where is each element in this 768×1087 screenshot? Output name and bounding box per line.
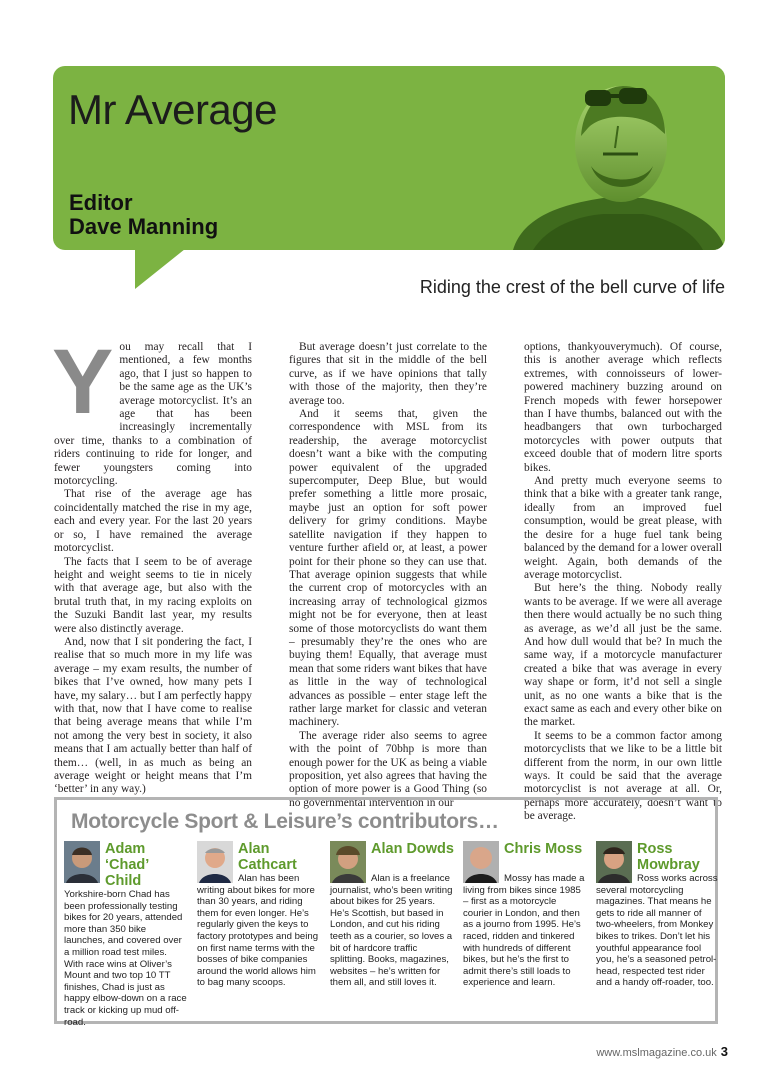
article-paragraph: The average rider also seems to agree with the point of 70bhp is more than enough power for the UK as being a viable proposition, yet also agrees that having the option of more power is a Good Thing (so no governmental intervention in our (289, 729, 487, 809)
article-paragraph: And pretty much everyone seems to think that a bike with a greater tank range, ideally from an improved fuel consumption, would be great please, with the desire for a huge fuel tank being balanced by the demand for a lower overall weight. Again, both demands of the average motorcyclist. (524, 475, 722, 581)
article-column-1 (52, 331, 253, 797)
article-paragraph: It seems to be a common factor among motorcyclists that we like to be a little bit different from the norm, in our own little ways. It could be said that the average motorcyclist is not average at all. Or, perhaps more accurately, doesn’t want to be average. (524, 729, 722, 823)
page-number: 3 (720, 1044, 728, 1059)
article-tagline: Riding the crest of the bell curve of life (419, 277, 725, 297)
contributor-bio: Mossy has made a living from bikes since 1985 – first as a motorcycle courier in London, and then as a journo from 1995. He’s raced, ridden and tinkered with hundreds of different bikes, but he’s the first to admit there’s still loads to experience and learn. (463, 873, 585, 989)
contributor-name: Chris Moss (504, 841, 583, 857)
contributor-bio: Alan is a freelance journalist, who’s been writing about bikes for 25 years. He’s Scottish, but based in London, and cut his riding teeth as a courier, so loves a bit of hardcore traffic splitting. Books, magazines, websites – he’s written for them all, and still loves it. (330, 873, 453, 989)
contributor-photo (197, 841, 233, 883)
contributor-name: Alan Cathcart (238, 841, 297, 873)
editor-portrait (493, 66, 725, 250)
contributor-card (64, 841, 188, 1028)
contributor-photo (330, 841, 366, 883)
contributor-bio: Alan has been writing about bikes for more than 30 years, and riding them for even longer. He’s regularly given the keys to factory prototypes and being on first name terms with the bosses of bike companies around the world allows him to bag many scoops. (197, 873, 319, 989)
article-paragraph: But here’s the thing. Nobody really wants to be average. If we were all average then there would actually be no such thing as average, as we’d all just be the same. And how dull would that be? In much the same way, if a motorcycle manufacturer created a bike that was average in every way shape or form, it’d not sell a single unit, as no one wants a bike that is the exact same as each and every other bike on the market. (524, 582, 722, 729)
contributors-title: Motorcycle Sport & Leisure’s contributors… (71, 810, 499, 833)
contributor-card (596, 841, 720, 989)
contributor-card (330, 841, 454, 989)
contributor-card (463, 841, 587, 989)
speech-tail (135, 249, 185, 289)
article-paragraph: But average doesn’t just correlate to the figures that sit in the middle of the bell curve, as if we have opinions that tally with those of the majority, then they’re average too. (289, 341, 487, 407)
contributor-bio: Ross works across several motorcycling magazines. That means he gets to ride all manner of two-wheelers, from Monkey bikes to trikes. Don’t let his youthful appearance fool you, he’s a seasoned petrol-head, respected test rider and a handy off-roader, too. (596, 873, 718, 989)
page-footer (596, 1044, 728, 1059)
article-paragraph: options, thankyouverymuch). Of course, this is another average which reflects extremes, with connoisseurs of lower-powered machinery buzzing around on French mopeds with fewer horsepower than I have thumbs, balanced out with the headbangers that own turbocharged motorcycles with power outputs that exceed double that of modern litre sports bikes. (524, 341, 722, 474)
contributors-panel (54, 797, 718, 1028)
article-column-3 (524, 341, 722, 824)
footer-url: www.mslmagazine.co.uk (596, 1047, 717, 1059)
article-paragraph: The facts that I seem to be of average height and weight seems to tie in nicely with that average age, but also with the brutal truth that, in my racing exploits on the Suzuki Bandit last year, my results were also distinctly average. (54, 555, 252, 635)
contributor-photo (596, 841, 632, 883)
article-paragraph: And, now that I sit pondering the fact, I realise that so much more in my life was average – my exam results, the number of bikes that I’ve owned, how many pets I have, my salary… but I am perfectly happy with that, now that I have come to realise that being average means that while I’m not among the very best in society, it also means that I am actually better than half of them… (well, in as much as being an average weight or height means that I’m ‘better’ in any way.) (54, 635, 253, 796)
byline (69, 191, 218, 239)
contributor-name: Ross Mowbray (637, 841, 700, 873)
contributor-bio: Yorkshire-born Chad has been professionally testing bikes for 20 years, attended more than 350 bike launches, and covered over a million road test miles. With race wins at Oliver’s Mount and two top 10 TT finishes, Chad is just as happy elbow-down on a race track or kicking up mud off-road. (64, 889, 187, 1028)
contributor-photo (64, 841, 100, 883)
byline-role: Editor (69, 190, 133, 215)
contributor-card (197, 841, 321, 989)
byline-author: Dave Manning (69, 214, 219, 239)
header-banner (53, 66, 725, 250)
contributor-name: Alan Dowds (371, 841, 454, 857)
page-title: Mr Average (68, 86, 277, 133)
contributor-name: Adam ‘Chad’ Child (105, 841, 149, 889)
article-column-2 (289, 341, 487, 810)
drop-cap: Y (52, 331, 114, 433)
article-paragraph: ou may recall that I mentioned, a few months ago, that I just so happen to be the same age as the UK’s average motorcyclist. It’s an age that has been increasingly incrementally over time, thanks to a combination of riders continuing to ride for longer, and fewer youngsters coming into motorcycling. (54, 341, 252, 488)
contributor-photo (463, 841, 499, 883)
article-paragraph: And it seems that, given the correspondence with MSL from its readership, the average motorcyclist doesn’t want a bike with the computing power equivalent of the upgraded supercomputer, Deep Blue, but would prefer something a little more prosaic, maybe just an option for soft power delivery for grimy conditions. Maybe satellite navigation if they happen to venture further afield or, at least, a power point for their phone so they can use that. That average opinion suggests that while the current crop of motorcycles with an increasing array of technological gizmos might not be for everyone, then at least some of those motorcyclists do want them – presumably they’re the ones who are buying them! Equally, that average must mean that some riders want bikes that have as little in the way of technological advances as possible – enter stage left the rather large market for classic and veteran machinery. (289, 408, 487, 729)
article-paragraph: That rise of the average age has coincidentally matched the rise in my age, each and every year. For the last 20 years or so, I have remained the average motorcyclist. (54, 488, 252, 555)
